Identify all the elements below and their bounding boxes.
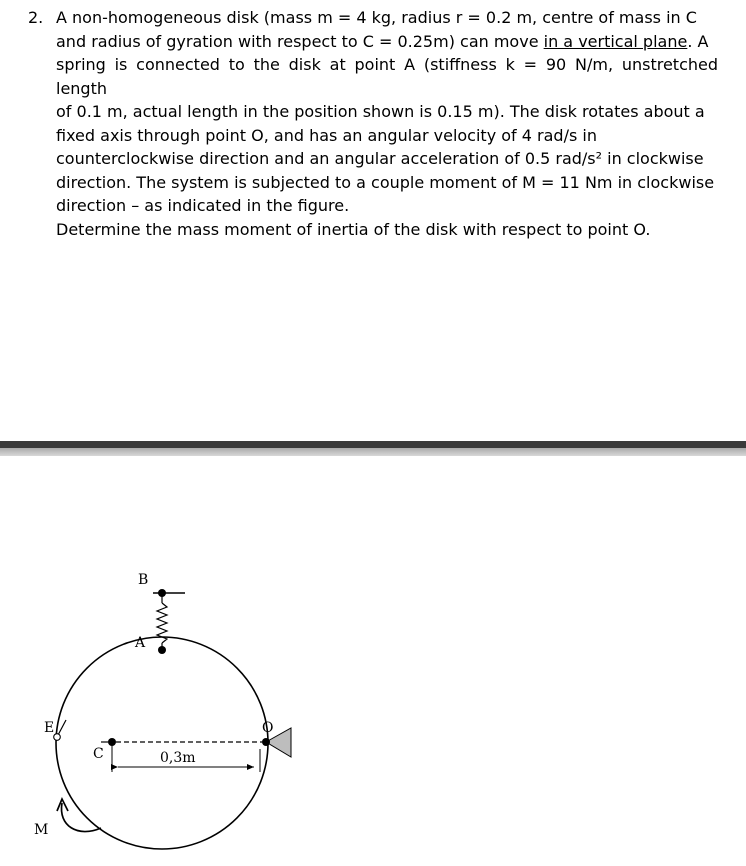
page-divider <box>0 441 746 456</box>
label-m: M <box>34 822 49 838</box>
problem-line-2-end: . A <box>687 31 709 51</box>
dimension-label: 0,3m <box>160 750 196 766</box>
problem-line-3: spring is connected to the disk at point A (stiffness k = 90 N/m, unstretched length <box>56 55 718 98</box>
problem-line-2-text: and radius of gyration with respect to C = 0.25m) can move <box>56 31 544 51</box>
point-o-marker <box>262 738 270 746</box>
label-e: E <box>44 720 55 736</box>
problem-line-8: direction – as indicated in the figure. <box>56 196 350 215</box>
problem-line-2 <box>56 30 718 54</box>
moment-arrow <box>61 803 101 832</box>
problem-question: Determine the mass moment of inertia of the disk with respect to point O. <box>56 219 651 239</box>
disk-figure <box>0 456 746 866</box>
point-e-marker <box>54 734 61 741</box>
problem-line-1: A non-homogeneous disk (mass m = 4 kg, radius r = 0.2 m, centre of mass in C <box>56 8 697 27</box>
label-a: A <box>135 635 146 651</box>
point-a-marker <box>158 646 166 654</box>
problem-line-5: fixed axis through point O, and has an angular velocity of 4 rad/s in <box>56 125 597 145</box>
problem-line-6: counterclockwise direction and an angular acceleration of 0.5 rad/s² in clockwise <box>56 149 704 168</box>
problem-body <box>56 6 718 241</box>
problem-text <box>28 6 718 241</box>
problem-number: 2. <box>28 8 44 27</box>
label-c: C <box>93 746 104 762</box>
label-o: O <box>262 720 274 736</box>
disk-outline <box>56 637 268 849</box>
problem-line-4: of 0.1 m, actual length in the position shown is 0.15 m). The disk rotates about a <box>56 102 705 121</box>
problem-line-7: direction. The system is subjected to a couple moment of M = 11 Nm in clockwise <box>56 172 715 192</box>
label-b: B <box>138 572 149 588</box>
underlined-phrase: in a vertical plane <box>543 31 688 51</box>
